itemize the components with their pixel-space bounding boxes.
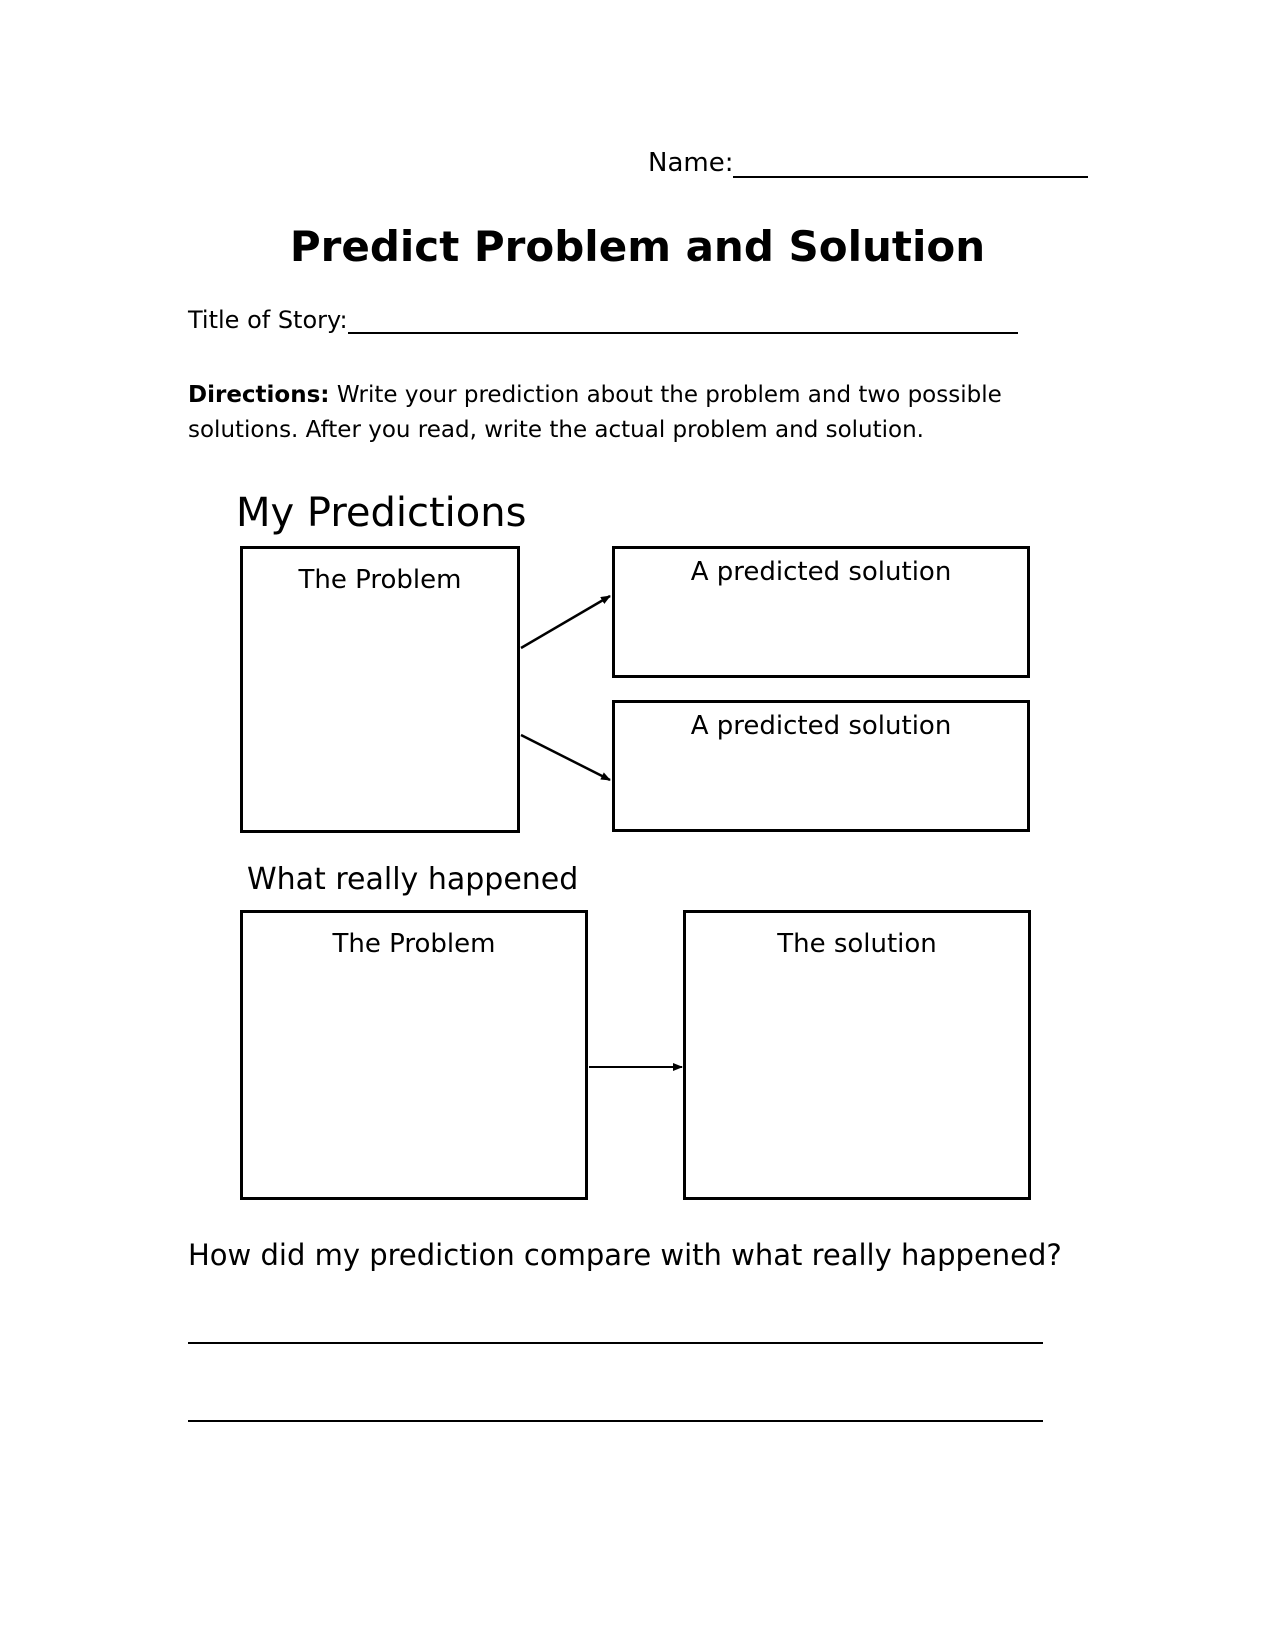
story-title-label: Title of Story: (188, 306, 348, 334)
predicted-solution-label-1: A predicted solution (690, 557, 952, 587)
predicted-solution-label-2: A predicted solution (690, 711, 952, 741)
actual-problem-label: The Problem (332, 929, 496, 959)
answer-line-2[interactable] (188, 1420, 1043, 1422)
actual-solution-label: The solution (777, 929, 937, 959)
arrow-to-solution-2 (521, 735, 610, 780)
reflection-question: How did my prediction compare with what really happened? (188, 1238, 1062, 1272)
predicted-problem-label: The Problem (298, 565, 462, 595)
answer-line-1[interactable] (188, 1342, 1043, 1344)
directions-label: Directions: (188, 382, 330, 408)
arrow-to-solution-1 (521, 596, 610, 648)
actual-heading: What really happened (247, 862, 579, 897)
name-label: Name: (648, 148, 734, 178)
page-title: Predict Problem and Solution (289, 222, 986, 271)
predictions-heading: My Predictions (236, 490, 527, 536)
directions-text: Write your prediction about the problem and two possible solutions. After you read, write the actual problem and solution. (188, 382, 1002, 443)
